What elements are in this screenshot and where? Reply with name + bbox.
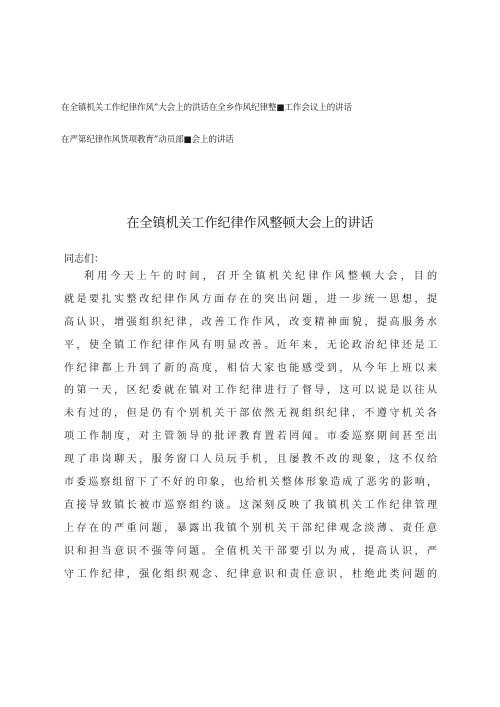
body-line: 高认识，增强组织纪律，改善工作作风，改变精神面貌，提高服务水 [64, 316, 437, 328]
body-line: 项工作制度，对主管领导的批评教育置若罔闻。市委巡察期间甚至出 [64, 431, 437, 443]
related-documents-list [61, 102, 461, 166]
body-line: 直接导致镇长被市巡察组约谈。这深刻反映了我镇机关工作纪律管理 [64, 499, 437, 511]
body-line: 平，使全镇工作纪律作风有明显改善。近年来，无论政治纪律还是工 [64, 339, 437, 351]
body-line: 守工作纪律，强化组织观念、纪律意识和责任意识，杜绝此类问题的 [64, 568, 437, 580]
related-document-link[interactable]: 在严第纪律作风货项教育”动员部■会上的讲话 [61, 135, 234, 145]
body-line: 识和担当意识不强等问题。全值机关干部要引以为戒，提高认识，严 [64, 545, 437, 557]
related-document-link[interactable]: 在全镇机关工作纪律作风”大会上的洪话在全乡作风纪律整■工作会议上的讲话 [61, 103, 352, 113]
salutation: 同志们： [64, 254, 104, 265]
body-line: 的第一天，区纪委就在镇对工作纪律进行了督导，这可以说是以往从 [64, 385, 437, 397]
body-line: 现了串岗聊天，服务窗口人员玩手机，且屡教不改的现象，这不仅给 [64, 454, 437, 466]
body-line: 市委巡察组留下了不好的印象，也给机关整体形象造成了恶劣的影响， [64, 477, 437, 489]
document-body [64, 266, 437, 586]
body-line: 上存在的严重问题，暴露出我镇个别机关干部纪律观念淡薄、责任意 [64, 522, 437, 534]
body-line: 就是要扎实整改纪律作风方面存在的突出问题，进一步统一思想，提 [64, 293, 437, 305]
body-line: 利用今天上午的时间，召开全镇机关纪律作风整顿大会，目的 [84, 271, 437, 282]
body-line: 作纪律都上升到了新的高度，相信大家也能感受到，从今年上班以来 [64, 362, 437, 374]
body-line: 未有过的，但是仍有个别机关干部依然无视组织纪律，不遵守机关各 [64, 408, 437, 420]
document-title: 在全镇机关工作纪律作风整顿大会上的讲话 [126, 215, 374, 231]
